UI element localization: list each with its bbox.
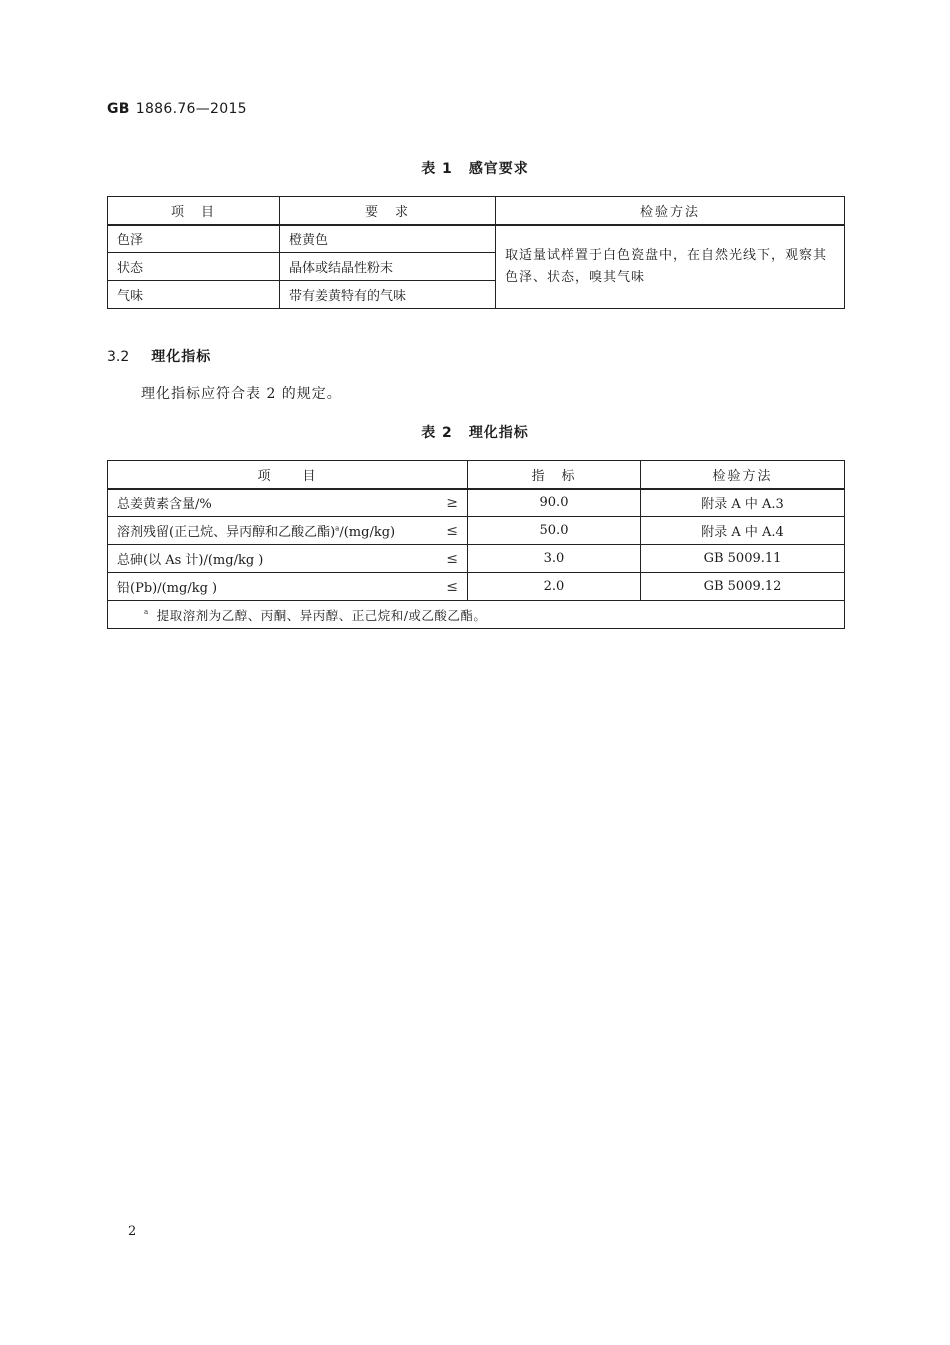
section-number: 3.2 xyxy=(107,349,130,365)
table1-caption xyxy=(0,158,950,178)
table-row xyxy=(108,573,845,601)
standard-code xyxy=(107,101,247,117)
section-paragraph: 理化指标应符合表 2 的规定。 xyxy=(141,386,342,402)
item-label: 总砷(以 As 计)/(mg/kg ) xyxy=(117,553,264,568)
cell-value: 3.0 xyxy=(468,545,641,573)
table-footnote xyxy=(108,601,845,629)
table-header-row xyxy=(108,197,845,225)
cell-item xyxy=(108,517,468,545)
cell-method: GB 5009.11 xyxy=(641,545,845,573)
table-header-row xyxy=(108,461,845,489)
standard-number: 1886.76—2015 xyxy=(135,101,247,117)
cell-value: 2.0 xyxy=(468,573,641,601)
footnote-text: 提取溶剂为乙醇、丙酮、异丙醇、正己烷和/或乙酸乙酯。 xyxy=(156,607,487,623)
table1-caption-number: 表 1 xyxy=(421,161,453,177)
cell-method: GB 5009.12 xyxy=(641,573,845,601)
cell-item xyxy=(108,489,468,517)
comparison-symbol: ≤ xyxy=(446,522,458,539)
item-label: 总姜黄素含量/% xyxy=(117,497,212,513)
standard-prefix: GB xyxy=(107,101,130,117)
table-row xyxy=(108,489,845,517)
cell-method: 附录 A 中 A.3 xyxy=(641,489,845,517)
table2-caption-title: 理化指标 xyxy=(468,425,529,441)
column-header-indicator: 指 标 xyxy=(468,461,641,489)
item-label: 溶剂残留(正己烷、异丙醇和乙酸乙酯) xyxy=(117,525,336,540)
comparison-symbol: ≤ xyxy=(446,578,458,595)
column-header-method: 检验方法 xyxy=(641,461,845,489)
footnote-reference: a xyxy=(335,524,340,533)
footnote-mark: a xyxy=(144,608,149,617)
cell-method: 取适量试样置于白色瓷盘中，在自然光线下，观察其色泽、状态，嗅其气味 xyxy=(496,225,845,309)
column-header-item: 项 目 xyxy=(108,197,280,225)
section-heading xyxy=(107,346,211,366)
comparison-symbol: ≥ xyxy=(446,494,458,511)
cell-item xyxy=(108,573,468,601)
cell-requirement: 橙黄色 xyxy=(280,225,496,253)
cell-requirement: 晶体或结晶性粉末 xyxy=(280,253,496,281)
table-row xyxy=(108,225,845,253)
column-header-item: 项 目 xyxy=(108,461,468,489)
column-header-requirement: 要 求 xyxy=(280,197,496,225)
table2-caption xyxy=(0,422,950,442)
section-title: 理化指标 xyxy=(151,349,212,365)
physicochemical-indicators-table xyxy=(107,460,845,629)
comparison-symbol: ≤ xyxy=(446,550,458,567)
cell-item: 状态 xyxy=(108,253,280,281)
cell-value: 50.0 xyxy=(468,517,641,545)
column-header-method: 检验方法 xyxy=(496,197,845,225)
table2-caption-number: 表 2 xyxy=(421,425,453,441)
cell-method: 附录 A 中 A.4 xyxy=(641,517,845,545)
item-unit: /(mg/kg) xyxy=(339,525,396,540)
cell-requirement: 带有姜黄特有的气味 xyxy=(280,281,496,309)
cell-value: 90.0 xyxy=(468,489,641,517)
cell-item: 气味 xyxy=(108,281,280,309)
item-label-group xyxy=(117,521,395,540)
cell-item: 色泽 xyxy=(108,225,280,253)
cell-item xyxy=(108,545,468,573)
sensory-requirements-table xyxy=(107,196,845,309)
table-footnote-row xyxy=(108,601,845,629)
item-label: 铅(Pb)/(mg/kg ) xyxy=(117,581,218,596)
table-row xyxy=(108,517,845,545)
table-row xyxy=(108,545,845,573)
page-number: 2 xyxy=(128,1224,137,1239)
table1-caption-title: 感官要求 xyxy=(468,161,529,177)
